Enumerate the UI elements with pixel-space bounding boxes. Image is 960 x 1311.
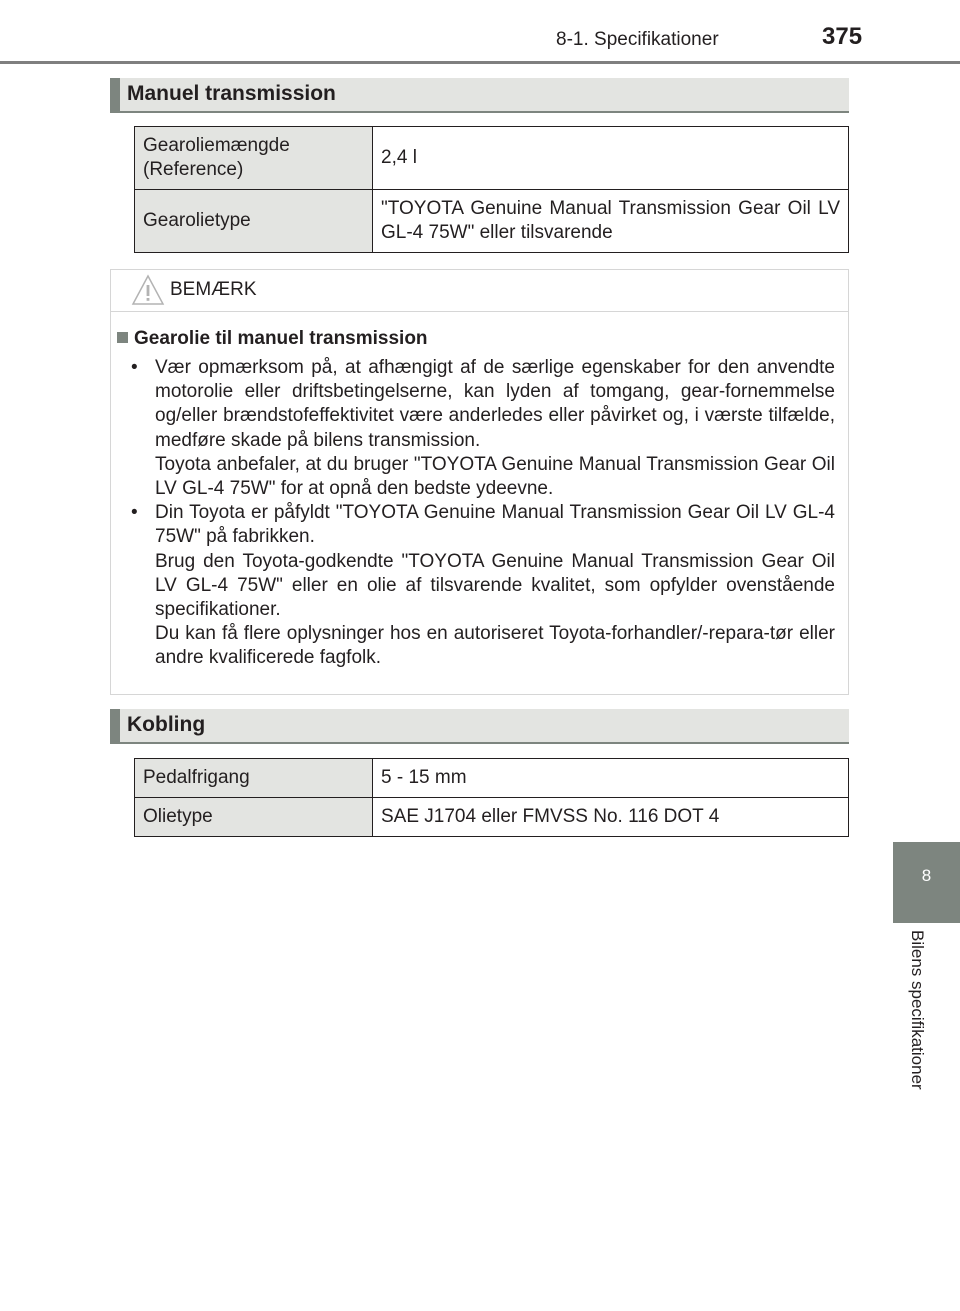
warning-triangle-icon — [131, 274, 165, 306]
manual-transmission-heading — [110, 78, 849, 113]
chapter-label: Bilens specifikationer — [908, 930, 927, 1090]
spec-value: SAE J1704 eller FMVSS No. 116 DOT 4 — [373, 798, 849, 837]
notice-paragraph: Toyota anbefaler, at du bruger "TOYOTA Genuine Manual Transmission Gear Oil LV GL-4 75W" for at opnå den bedste ydeevne. — [155, 453, 835, 500]
notice-subheading-text: Gearolie til manuel transmission — [134, 328, 428, 349]
table-row — [135, 759, 849, 798]
spec-key: Olietype — [135, 798, 373, 837]
notice-paragraph: Din Toyota er påfyldt "TOYOTA Genuine Manual Transmission Gear Oil LV GL-4 75W" på fabrikken. — [155, 502, 835, 548]
list-item — [111, 356, 835, 501]
spec-key: Pedalfrigang — [135, 759, 373, 798]
notice-paragraph: Vær opmærksom på, at afhængigt af de særlige egenskaber for den anvendte motorolie eller driftsbetingelserne, kan lyden af tomgang, gear-fornemmelse og/eller brændstofeffektivitet være anderledes eller påvirket og, i værste tilfælde, medføre skade på bilens transmission. — [155, 357, 835, 451]
spec-value: "TOYOTA Genuine Manual Transmission Gear Oil LV GL-4 75W" eller tilsvarende — [373, 190, 849, 253]
notice-subheading — [117, 328, 428, 350]
manual-transmission-table — [134, 126, 849, 253]
spec-key: Gearoliemængde (Reference) — [135, 127, 373, 190]
notice-paragraph: Du kan få flere oplysninger hos en autoriseret Toyota-forhandler/-repara-tør eller andre kvalificerede fagfolk. — [155, 623, 835, 669]
clutch-table — [134, 758, 849, 837]
notice-header — [111, 270, 848, 312]
clutch-heading — [110, 709, 849, 744]
bullet-icon: • — [131, 502, 138, 524]
notice-box — [110, 269, 849, 695]
section-title: 8-1. Specifikationer — [556, 29, 719, 50]
heading-marker — [110, 709, 120, 742]
notice-title: BEMÆRK — [170, 279, 257, 300]
table-row — [135, 798, 849, 837]
notice-paragraph: Brug den Toyota-godkendte "TOYOTA Genuine Manual Transmission Gear Oil LV GL-4 75W" eller en olie af tilsvarende kvalitet, som opfylder ovenstående specifikationer. — [155, 550, 835, 621]
table-row — [135, 190, 849, 253]
page-number: 375 — [822, 23, 863, 50]
spec-value: 5 - 15 mm — [373, 759, 849, 798]
clutch-title: Kobling — [127, 713, 206, 736]
notice-list — [111, 356, 835, 671]
chapter-number: 8 — [921, 866, 932, 885]
table-row — [135, 127, 849, 190]
spec-key: Gearolietype — [135, 190, 373, 253]
bullet-icon: • — [131, 357, 138, 378]
spec-value: 2,4 l — [373, 127, 849, 190]
manual-transmission-title: Manuel transmission — [127, 82, 336, 105]
header-divider — [0, 61, 960, 64]
chapter-tab — [893, 842, 960, 923]
list-item — [111, 501, 835, 670]
heading-marker — [110, 78, 120, 111]
square-bullet-icon — [117, 332, 128, 343]
